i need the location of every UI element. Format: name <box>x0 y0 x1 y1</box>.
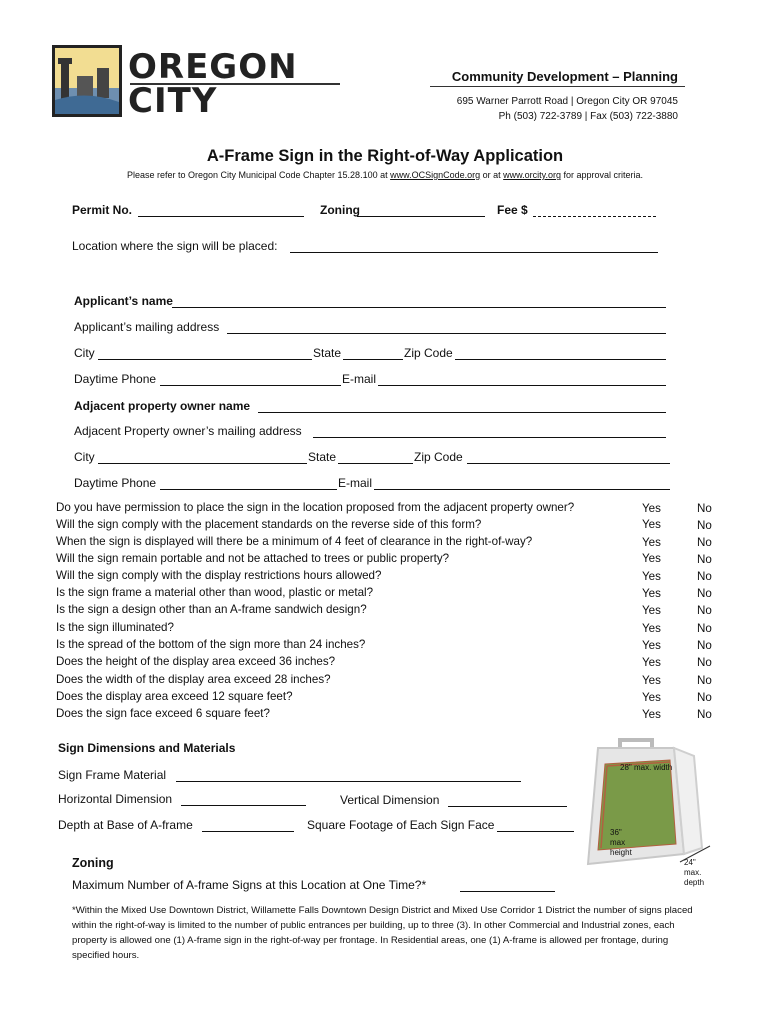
yes-option[interactable]: Yes <box>642 656 661 669</box>
depth-annotation-line: max. depth <box>684 868 705 887</box>
adjacent-email-field[interactable] <box>374 476 670 490</box>
header-rule <box>430 86 685 87</box>
applicant-city-label: City <box>74 346 95 360</box>
adjacent-email-label: E-mail <box>338 476 373 490</box>
logo-city-text: CITY <box>128 81 218 121</box>
location-label: Location where the sign will be placed: <box>72 239 278 253</box>
applicant-email-field[interactable] <box>378 372 666 386</box>
adjacent-zip-field[interactable] <box>467 450 670 464</box>
no-option[interactable]: No <box>697 639 712 652</box>
zoning-heading: Zoning <box>72 856 114 870</box>
adjacent-state-field[interactable] <box>338 450 413 464</box>
zoning-label: Zoning <box>320 203 360 217</box>
no-option[interactable]: No <box>697 519 712 532</box>
page-subtitle <box>0 170 770 180</box>
question-text: Is the spread of the bottom of the sign more than 24 inches? <box>56 638 366 651</box>
permit-label: Permit No. <box>72 203 133 217</box>
no-option[interactable]: No <box>697 656 712 669</box>
question-text: Will the sign comply with the placement standards on the reverse side of this form? <box>56 518 482 531</box>
yes-option[interactable]: Yes <box>642 691 661 704</box>
adjacent-state-label: State <box>308 450 337 464</box>
question-text: Does the sign face exceed 6 square feet? <box>56 707 270 720</box>
zoning-field[interactable] <box>357 203 485 217</box>
square-footage-field[interactable] <box>497 818 574 832</box>
no-option[interactable]: No <box>697 708 712 721</box>
adjacent-phone-field[interactable] <box>160 476 337 490</box>
max-signs-field[interactable] <box>460 878 555 892</box>
no-option[interactable]: No <box>697 622 712 635</box>
yes-option[interactable]: Yes <box>642 674 661 687</box>
applicant-state-label: State <box>313 346 342 360</box>
height-annotation <box>610 828 632 858</box>
adjacent-mailing-label: Adjacent Property owner’s mailing address <box>74 424 302 438</box>
subtitle-text: or at <box>480 170 504 180</box>
logo-emblem <box>52 45 122 117</box>
height-annotation-line: 36" <box>610 828 622 837</box>
depth-field[interactable] <box>202 818 294 832</box>
no-option[interactable]: No <box>697 570 712 583</box>
applicant-mailing-field[interactable] <box>227 320 666 334</box>
max-signs-label: Maximum Number of A-frame Signs at this Location at One Time?* <box>72 878 427 892</box>
adjacent-city-field[interactable] <box>98 450 307 464</box>
no-option[interactable]: No <box>697 502 712 515</box>
adjacent-mailing-field[interactable] <box>313 424 666 438</box>
yes-option[interactable]: Yes <box>642 552 661 565</box>
question-text: Is the sign illuminated? <box>56 621 174 634</box>
no-option[interactable]: No <box>697 536 712 549</box>
no-option[interactable]: No <box>697 553 712 566</box>
logo-oregon-text: OREGON <box>128 47 298 87</box>
square-footage-label: Square Footage of Each Sign Face <box>307 818 495 832</box>
ocsigncode-link[interactable]: www.OCSignCode.org <box>390 170 481 180</box>
question-text: Do you have permission to place the sign in the location proposed from the adjacent property owner? <box>56 501 575 514</box>
frame-material-field[interactable] <box>176 768 521 782</box>
page-title: A-Frame Sign in the Right-of-Way Application <box>206 147 564 165</box>
depth-label: Depth at Base of A-frame <box>58 818 193 832</box>
yes-option[interactable]: Yes <box>642 708 661 721</box>
applicant-state-field[interactable] <box>343 346 403 360</box>
office-phone: Ph (503) 722-3789 | Fax (503) 722-3880 <box>498 111 678 122</box>
applicant-phone-label: Daytime Phone <box>74 372 157 386</box>
adjacent-phone-label: Daytime Phone <box>74 476 157 490</box>
depth-annotation-line: 24" <box>684 858 696 867</box>
applicant-city-field[interactable] <box>98 346 312 360</box>
yes-option[interactable]: Yes <box>642 639 661 652</box>
zoning-footnote: *Within the Mixed Use Downtown District, Willamette Falls Downtown Design District and Mixed Use Corridor 1 District the number of signs placed within the right-of-way is limited to the number of public entrances per building, up to three (3). In other Commercial and Industrial zones, each property is allowed one (1) A-frame sign in the right-of-way per frontage. In Residential areas, one (1) A-frame is allowed per frontage, during specified hours. <box>72 905 693 961</box>
yes-option[interactable]: Yes <box>642 604 661 617</box>
depth-annotation <box>684 858 720 888</box>
subtitle-text: for approval criteria. <box>561 170 644 180</box>
question-text: Does the display area exceed 12 square feet? <box>56 690 293 703</box>
applicant-zip-label: Zip Code <box>404 346 453 360</box>
height-annotation-line: height <box>610 848 632 857</box>
dimensions-heading: Sign Dimensions and Materials <box>58 741 236 755</box>
subtitle-text: Please refer to Oregon City Municipal Code Chapter 15.28.100 at <box>126 170 391 180</box>
applicant-email-label: E-mail <box>342 372 377 386</box>
office-address: 695 Warner Parrott Road | Oregon City OR 97045 <box>456 96 678 107</box>
no-option[interactable]: No <box>697 604 712 617</box>
applicant-mailing-label: Applicant’s mailing address <box>74 320 220 334</box>
location-field[interactable] <box>290 239 658 253</box>
fee-label: Fee $ <box>497 203 528 217</box>
yes-option[interactable]: Yes <box>642 536 661 549</box>
yes-option[interactable]: Yes <box>642 518 661 531</box>
yes-option[interactable]: Yes <box>642 502 661 515</box>
frame-material-label: Sign Frame Material <box>58 768 167 782</box>
yes-option[interactable]: Yes <box>642 570 661 583</box>
no-option[interactable]: No <box>697 691 712 704</box>
question-text: When the sign is displayed will there be a minimum of 4 feet of clearance in the right-of-way? <box>56 535 533 548</box>
question-text: Does the height of the display area exceed 36 inches? <box>56 655 336 668</box>
yes-option[interactable]: Yes <box>642 622 661 635</box>
horizontal-label: Horizontal Dimension <box>58 792 173 806</box>
question-text: Is the sign a design other than an A-frame sandwich design? <box>56 603 367 616</box>
applicant-name-field[interactable] <box>172 294 666 308</box>
no-option[interactable]: No <box>697 674 712 687</box>
question-text: Will the sign comply with the display restrictions hours allowed? <box>56 569 382 582</box>
a-frame-sign-illustration <box>580 736 720 887</box>
no-option[interactable]: No <box>697 587 712 600</box>
fee-field[interactable] <box>533 203 656 217</box>
applicant-zip-field[interactable] <box>455 346 666 360</box>
adjacent-name-label: Adjacent property owner name <box>74 399 251 413</box>
vertical-label: Vertical Dimension <box>340 793 440 807</box>
applicant-phone-field[interactable] <box>160 372 341 386</box>
height-annotation-line: max <box>610 838 626 847</box>
orcity-link[interactable]: www.orcity.org <box>503 170 562 180</box>
permit-field[interactable] <box>138 203 304 217</box>
question-text: Does the width of the display area exceed 28 inches? <box>56 673 331 686</box>
vertical-field[interactable] <box>448 793 567 807</box>
applicant-name-label: Applicant’s name <box>74 294 173 308</box>
adjacent-city-label: City <box>74 450 95 464</box>
adjacent-zip-label: Zip Code <box>414 450 463 464</box>
question-text: Will the sign remain portable and not be attached to trees or public property? <box>56 552 450 565</box>
question-text: Is the sign frame a material other than wood, plastic or metal? <box>56 586 374 599</box>
width-annotation: 28" max. width <box>620 763 673 772</box>
department-name: Community Development – Planning <box>451 69 678 84</box>
adjacent-name-field[interactable] <box>258 399 666 413</box>
oregon-city-logo <box>52 45 342 121</box>
horizontal-field[interactable] <box>181 792 306 806</box>
yes-option[interactable]: Yes <box>642 587 661 600</box>
